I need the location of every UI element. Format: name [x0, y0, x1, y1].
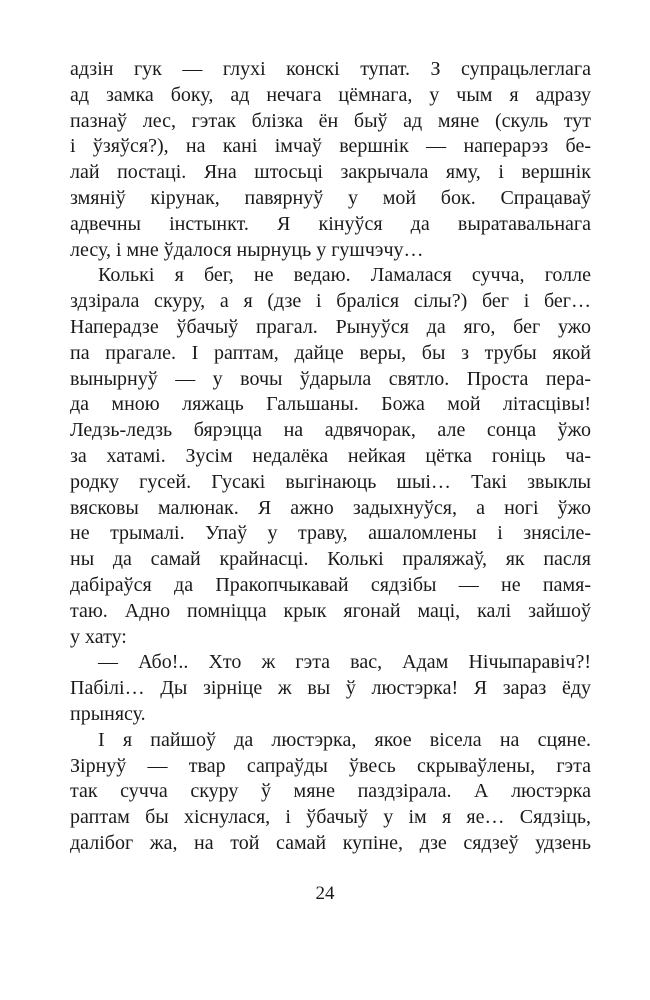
text-line: змяніў кірунак, павярнуў у мой бок. Спрацаваў: [70, 186, 591, 209]
text-line: адвечны інстынкт. Я кінуўся да выратавальнага: [70, 212, 591, 235]
text-line: прынясу.: [70, 702, 146, 725]
text-line: у хату:: [70, 625, 127, 648]
page-body-text: [70, 57, 591, 857]
text-line: да мною ляжаць Гальшаны. Божа мой літасцівы!: [70, 393, 591, 416]
text-line: І я пайшоў да люстэрка, якое вісела на сцяне.: [98, 728, 591, 751]
text-line: лесу, і мне ўдалося нырнуць у гушчэчу…: [70, 238, 424, 261]
text-line: Пабілі… Ды зірніце ж вы ў люстэрка! Я зараз ёду: [70, 677, 591, 700]
text-line: родку гусей. Гусакі выгінаюць шыі… Такі звыклы: [70, 470, 591, 493]
text-line: лай постаці. Яна штосьці закрычала яму, і вершнік: [70, 161, 591, 184]
page-number: 24: [315, 883, 335, 904]
text-line: адзін гук — глухі конскі тупат. З супрацьлеглага: [70, 58, 591, 80]
text-line: вынырнуў — у вочы ўдарыла святло. Проста пера-: [70, 367, 591, 390]
text-line: Колькі я бег, не ведаю. Ламалася суччa, голле: [98, 264, 591, 287]
text-line: — Або!.. Хто ж гэта вас, Адам Нічыпаравіч?!: [98, 651, 591, 674]
text-line: Зірнуў — твар сапраўды ўвесь скрываўлены, гэта: [70, 754, 591, 777]
text-line: таю. Адно помніцца крык ягонай маці, калі зайшоў: [70, 599, 591, 622]
text-line: ад замка боку, ад нечага цёмнага, у чым я адразу: [70, 83, 591, 106]
text-line: далібог жа, на той самай купіне, дзе сядзеў удзень: [70, 831, 591, 854]
text-line: здзірала скуру, а я (дзе і браліся сілы?) бег і бег…: [70, 290, 591, 313]
text-line: раптам бы хіснулася, і ўбачыў у ім я яе… Сядзіць,: [70, 806, 591, 829]
text-line: Наперадзе ўбачыў прагал. Рынуўся да яго, бег ужо: [70, 315, 591, 338]
text-line: дабіраўся да Пракопчыкавай сядзібы — не памя-: [70, 573, 591, 596]
text-line: па прагале. І раптам, дайце веры, бы з трубы якой: [70, 341, 591, 364]
text-line: вясковы малюнак. Я ажно задыхнуўся, а ногі ўжо: [70, 496, 591, 519]
text-line: так сучча скуру ў мяне паздзірала. А люстэрка: [70, 780, 591, 803]
text-line: не трымалі. Упаў у траву, ашаломлены і знясіле-: [70, 522, 591, 545]
text-line: ны да самай крайнасці. Колькі праляжаў, як пасля: [70, 548, 591, 571]
text-line: і ўзяўся?), на кані імчаў вершнік — наперарэз бе-: [70, 135, 591, 158]
text-line: Ледзь-ледзь бярэцца на адвячорак, але сонца ўжо: [70, 419, 591, 442]
text-line: пазнаў лес, гэтак блізка ён быў ад мяне (скуль тут: [70, 109, 591, 132]
text-line: за хатамі. Зусім недалёка нейкая цётка гоніць ча-: [70, 444, 591, 467]
